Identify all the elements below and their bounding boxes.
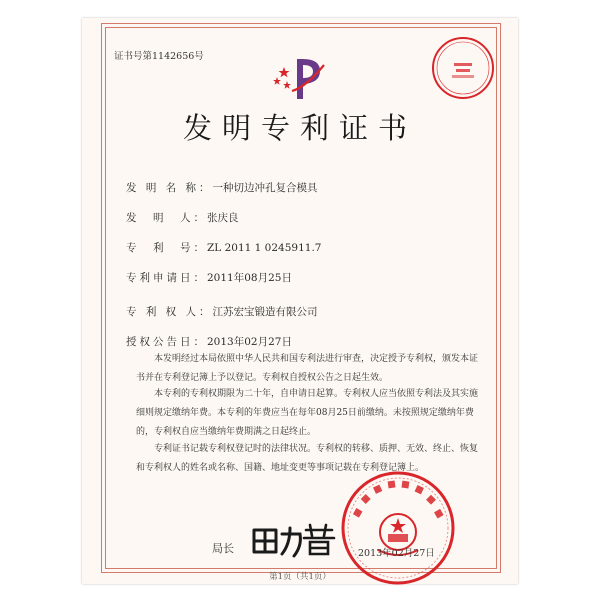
issue-date: 2013年02月27日 xyxy=(358,548,435,559)
field-patentee xyxy=(126,304,318,319)
director-label: 局长 xyxy=(212,542,234,555)
field-patent-number xyxy=(126,240,321,255)
state-ip-office-seal xyxy=(340,470,456,586)
field-value: ZL 2011 1 0245911.7 xyxy=(207,242,322,254)
field-value: 2011年08月25日 xyxy=(207,272,292,284)
certificate-number: 证书号第1142656号 xyxy=(114,51,204,62)
field-label: 授权公告日： xyxy=(126,336,207,348)
page-footer: 第1页（共1页） xyxy=(269,572,331,582)
field-invention-name xyxy=(126,180,318,195)
field-label: 专 利 号： xyxy=(126,242,207,254)
field-label: 发 明 人： xyxy=(126,212,207,224)
paragraph-grant: 本发明经过本局依照中华人民共和国专利法进行审查，决定授予专利权，颁发本证书并在专利登记簿上予以登记。专利权自授权公告之日起生效。 xyxy=(136,354,479,383)
paragraph-legal-status: 专利证书记载专利权登记时的法律状况。专利权的转移、质押、无效、终止、恢复和专利权人的姓名或名称、国籍、地址变更等事项记载在专利登记簿上。 xyxy=(136,444,479,473)
field-label: 发 明 名 称： xyxy=(126,182,213,194)
page-title: 发明专利证书 xyxy=(182,111,417,145)
agency-stamp xyxy=(430,35,496,101)
paragraph-term: 本专利的专利权期限为二十年，自申请日起算。专利权人应当依照专利法及其实施细则规定缴纳年费。本专利的年费应当在每年08月25日前缴纳。未按照规定缴纳年费的，专利权自应当缴纳年费期满之日起终止。 xyxy=(136,389,479,437)
field-value: 江苏宏宝锻造有限公司 xyxy=(212,306,318,318)
director-signature xyxy=(248,520,338,560)
field-grant-date xyxy=(126,334,292,349)
field-value: 2013年02月27日 xyxy=(207,336,292,348)
field-label: 专 利 权 人： xyxy=(126,306,213,318)
field-application-date xyxy=(126,270,292,285)
sipo-logo-icon xyxy=(270,53,330,103)
field-inventor xyxy=(126,210,239,225)
field-value: 张庆良 xyxy=(207,212,239,224)
field-value: 一种切边冲孔复合模具 xyxy=(212,182,318,194)
field-label: 专利申请日： xyxy=(126,272,207,284)
